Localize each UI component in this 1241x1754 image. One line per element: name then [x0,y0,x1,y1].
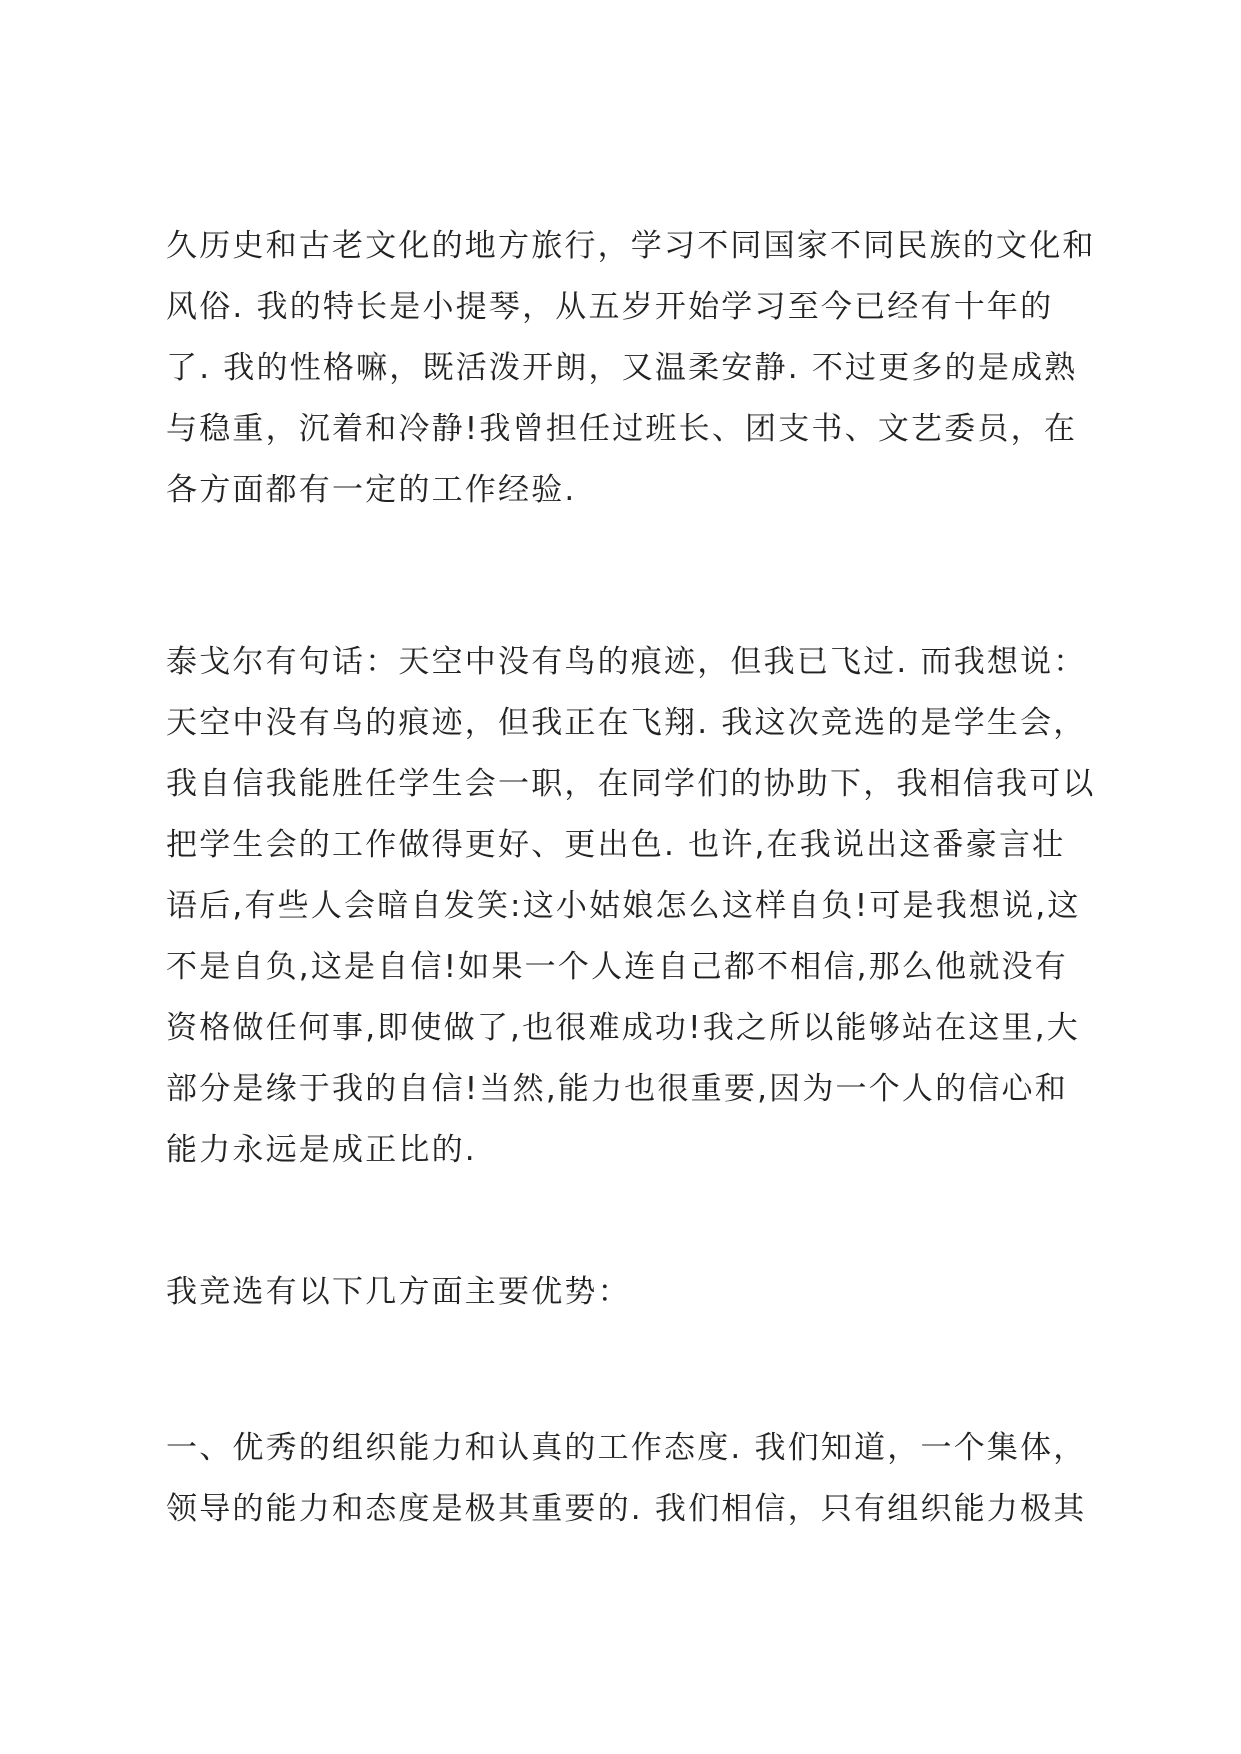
text-line: 久历史和古老文化的地方旅行，学习不同国家不同民族的文化和 [166,228,1096,264]
text-line: 能力永远是成正比的. [166,1132,477,1168]
text-line: 我竞选有以下几方面主要优势： [166,1274,631,1310]
text-line: 泰戈尔有句话：天空中没有鸟的痕迹，但我已飞过. 而我想说： [166,644,1087,680]
text-line: 了. 我的性格嘛，既活泼开朗，又温柔安静. 不过更多的是成熟 [166,350,1078,386]
paragraph-specialty [166,216,1106,521]
text-line: 一、优秀的组织能力和认真的工作态度. 我们知道，一个集体， [166,1430,1087,1466]
text-line: 资格做任何事,即使做了,也很难成功!我之所以能够站在这里,大 [166,1010,1080,1046]
text-line: 把学生会的工作做得更好、更出色. 也许,在我说出这番豪言壮 [166,827,1066,863]
text-line: 领导的能力和态度是极其重要的. 我们相信，只有组织能力极其 [166,1491,1087,1527]
paragraph-advantage-one [166,1418,1106,1540]
text-line: 各方面都有一定的工作经验. [166,472,577,508]
text-line: 天空中没有鸟的痕迹，但我正在飞翔. 我这次竞选的是学生会， [166,705,1087,741]
text-line: 部分是缘于我的自信!当然,能力也很重要,因为一个人的信心和 [166,1071,1068,1107]
text-line: 我自信我能胜任学生会一职，在同学们的协助下，我相信我可以 [166,766,1096,802]
text-line: 与稳重，沉着和冷静!我曾担任过班长、团支书、文艺委员，在 [166,411,1078,447]
text-line: 风俗. 我的特长是小提琴，从五岁开始学习至今已经有十年的 [166,289,1054,325]
text-line: 语后,有些人会暗自发笑:这小姑娘怎么这样自负!可是我想说,这 [166,888,1081,924]
paragraph-advantages-intro [166,1262,1106,1323]
paragraph-confidence [166,632,1106,1181]
text-line: 不是自负,这是自信!如果一个人连自己都不相信,那么他就没有 [166,949,1068,985]
